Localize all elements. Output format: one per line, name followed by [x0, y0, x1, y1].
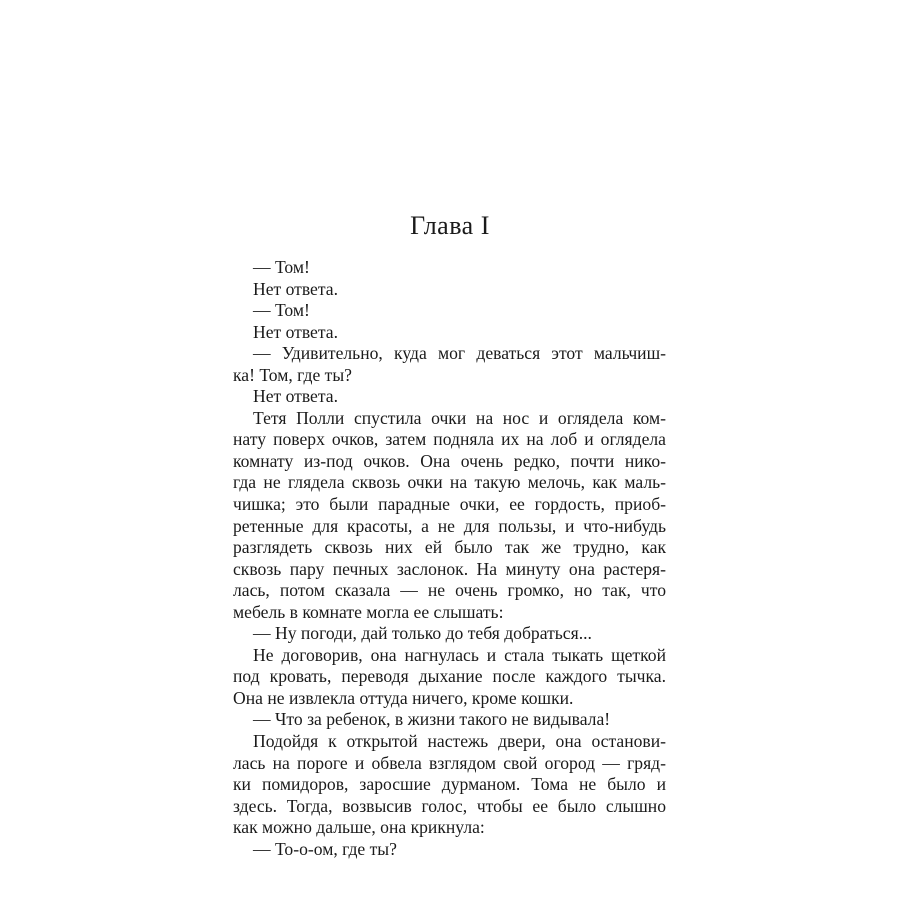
text-line: ка! Том, где ты? — [233, 364, 352, 385]
chapter-title: Глава I — [410, 211, 490, 240]
text-line: как можно дальше, она крикнула: — [233, 817, 485, 838]
text-line: лась на пороге и обвела взглядом свой огород — гряд- — [233, 752, 666, 773]
text-line: — То-о-ом, где ты? — [253, 838, 397, 859]
text-line: лась, потом сказала — не очень громко, но так, что — [233, 580, 666, 601]
text-line: разглядеть сквозь них ей было так же трудно, как — [233, 537, 666, 558]
text-line: Она не извлекла оттуда ничего, кроме кошки. — [233, 687, 574, 708]
text-line: мебель в комнате могла ее слышать: — [233, 601, 504, 622]
text-line: Нет ответа. — [253, 386, 338, 407]
text-line: нату поверх очков, затем подняла их на лоб и оглядела — [233, 429, 666, 450]
text-line: — Удивительно, куда мог деваться этот мальчиш- — [253, 343, 666, 364]
text-line: Нет ответа. — [253, 321, 338, 342]
text-line: Нет ответа. — [253, 278, 338, 299]
body-text — [233, 257, 666, 860]
text-line: под кровать, переводя дыхание после каждого тычка. — [233, 666, 666, 687]
text-line: гда не глядела сквозь очки на такую мелочь, как маль- — [233, 472, 666, 493]
text-line: — Том! — [253, 257, 310, 277]
text-line: — Том! — [253, 300, 310, 321]
text-line: сквозь пару печных заслонок. На минуту она растеря- — [233, 558, 666, 579]
text-line: Подойдя к открытой настежь двери, она останови- — [253, 731, 666, 752]
text-line: Не договорив, она нагнулась и стала тыкать щеткой — [253, 644, 666, 665]
text-line: ки помидоров, заросшие дурманом. Тома не было и — [233, 774, 666, 795]
text-line: — Ну погоди, дай только до тебя добраться... — [253, 623, 592, 644]
text-line: ретенные для красоты, а не для пользы, и что-нибудь — [233, 515, 666, 536]
text-line: — Что за ребенок, в жизни такого не видывала! — [253, 709, 611, 730]
text-line: комнату из-под очков. Она очень редко, почти нико- — [233, 450, 666, 471]
text-line: чишка; это были парадные очки, ее гордость, приоб- — [233, 494, 666, 515]
text-line: Тетя Полли спустила очки на нос и оглядела ком- — [253, 407, 666, 428]
text-line: здесь. Тогда, возвысив голос, чтобы ее было слышно — [233, 795, 666, 816]
